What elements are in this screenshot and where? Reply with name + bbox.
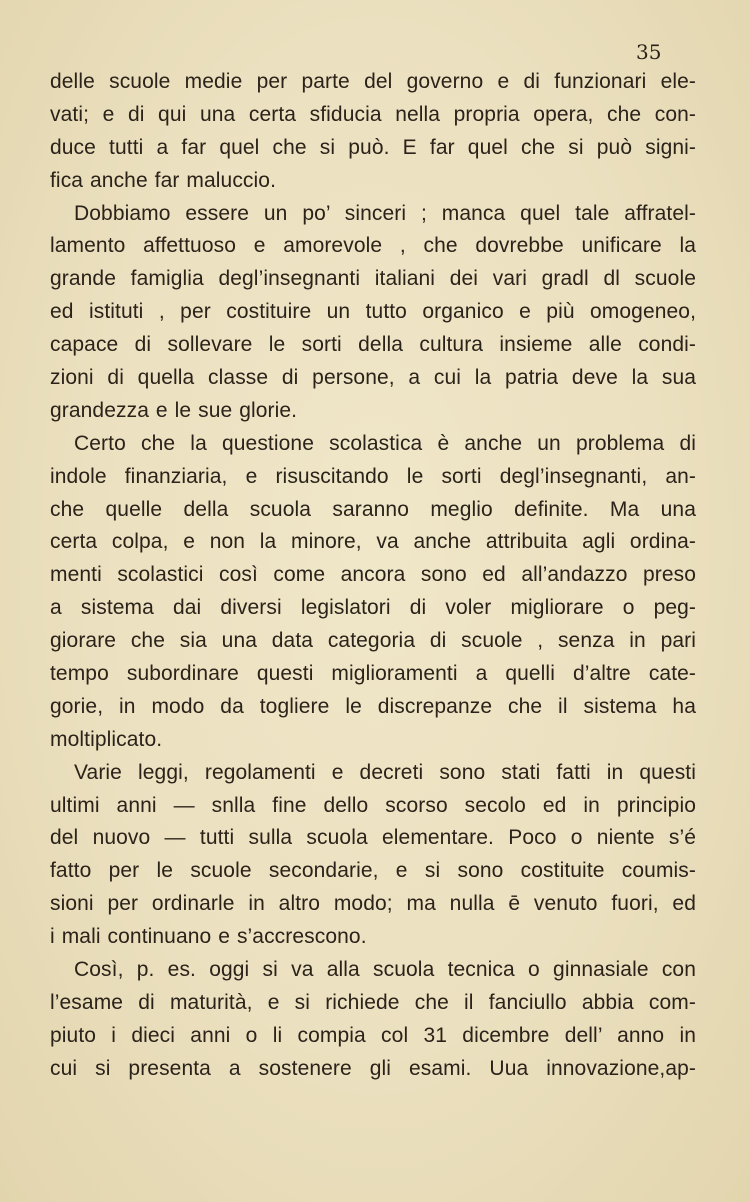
text-line: giorare che sia una data categoria di scuole , senza in pari bbox=[50, 629, 696, 653]
page-number: 35 bbox=[636, 40, 662, 64]
text-line: Così, p. es. oggi si va alla scuola tecnica o ginnasiale con bbox=[74, 958, 696, 982]
text-line: indole finanziaria, e risuscitando le sorti degl’insegnanti, an- bbox=[50, 464, 696, 488]
text-line: fatto per le scuole secondarie, e si sono costituite coumis- bbox=[50, 859, 696, 883]
text-line: fica anche far maluccio. bbox=[50, 168, 277, 192]
text-line: zioni di quella classe di persone, a cui la patria deve la sua bbox=[50, 366, 696, 390]
text-line: a sistema dai diversi legislatori di voler migliorare o peg- bbox=[50, 596, 696, 620]
text-line: duce tutti a far quel che si può. E far quel che si può signi- bbox=[50, 135, 696, 159]
text-line: i mali continuano e s’accrescono. bbox=[50, 925, 367, 949]
text-line: menti scolastici così come ancora sono ed all’andazzo preso bbox=[50, 563, 696, 587]
text-line: lamento affettuoso e amorevole , che dovrebbe unificare la bbox=[50, 234, 696, 258]
text-line: sioni per ordinarle in altro modo; ma nulla ē venuto fuori, ed bbox=[50, 892, 696, 916]
text-line: delle scuole medie per parte del governo e di funzionari ele- bbox=[50, 70, 696, 93]
text-line: del nuovo — tutti sulla scuola elementare. Poco o niente s’é bbox=[50, 826, 696, 850]
text-line: gorie, in modo da togliere le discrepanze che il sistema ha bbox=[50, 694, 696, 718]
text-line: ultimi anni — snlla fine dello scorso secolo ed in principio bbox=[50, 793, 696, 817]
text-line: l’esame di maturità, e si richiede che il fanciullo abbia com- bbox=[50, 990, 696, 1014]
text-line: Dobbiamo essere un po’ sinceri ; manca quel tale affratel- bbox=[74, 201, 696, 225]
text-line: Varie leggi, regolamenti e decreti sono stati fatti in questi bbox=[74, 760, 696, 784]
text-line: tempo subordinare questi miglioramenti a quelli d’altre cate- bbox=[50, 662, 696, 686]
body-text bbox=[50, 66, 696, 1086]
text-line: capace di sollevare le sorti della cultura insieme alle condi- bbox=[50, 333, 696, 357]
text-line: che quelle della scuola saranno meglio definite. Ma una bbox=[50, 497, 696, 521]
text-line: moltiplicato. bbox=[50, 727, 163, 751]
text-line: grandezza e le sue glorie. bbox=[50, 398, 298, 422]
text-line: piuto i dieci anni o li compia col 31 dicembre dell’ anno in bbox=[50, 1023, 696, 1047]
text-line: cui si presenta a sostenere gli esami. Uua innovazione,ap- bbox=[50, 1056, 696, 1080]
text-line: vati; e di qui una certa sfiducia nella propria opera, che con- bbox=[50, 102, 696, 126]
text-line: certa colpa, e non la minore, va anche attribuita agli ordina- bbox=[50, 530, 696, 554]
text-line: grande famiglia degl’insegnanti italiani dei vari gradl dl scuole bbox=[50, 267, 696, 291]
text-line: Certo che la questione scolastica è anche un problema di bbox=[74, 431, 696, 455]
text-line: ed istituti , per costituire un tutto organico e più omogeneo, bbox=[50, 300, 696, 324]
